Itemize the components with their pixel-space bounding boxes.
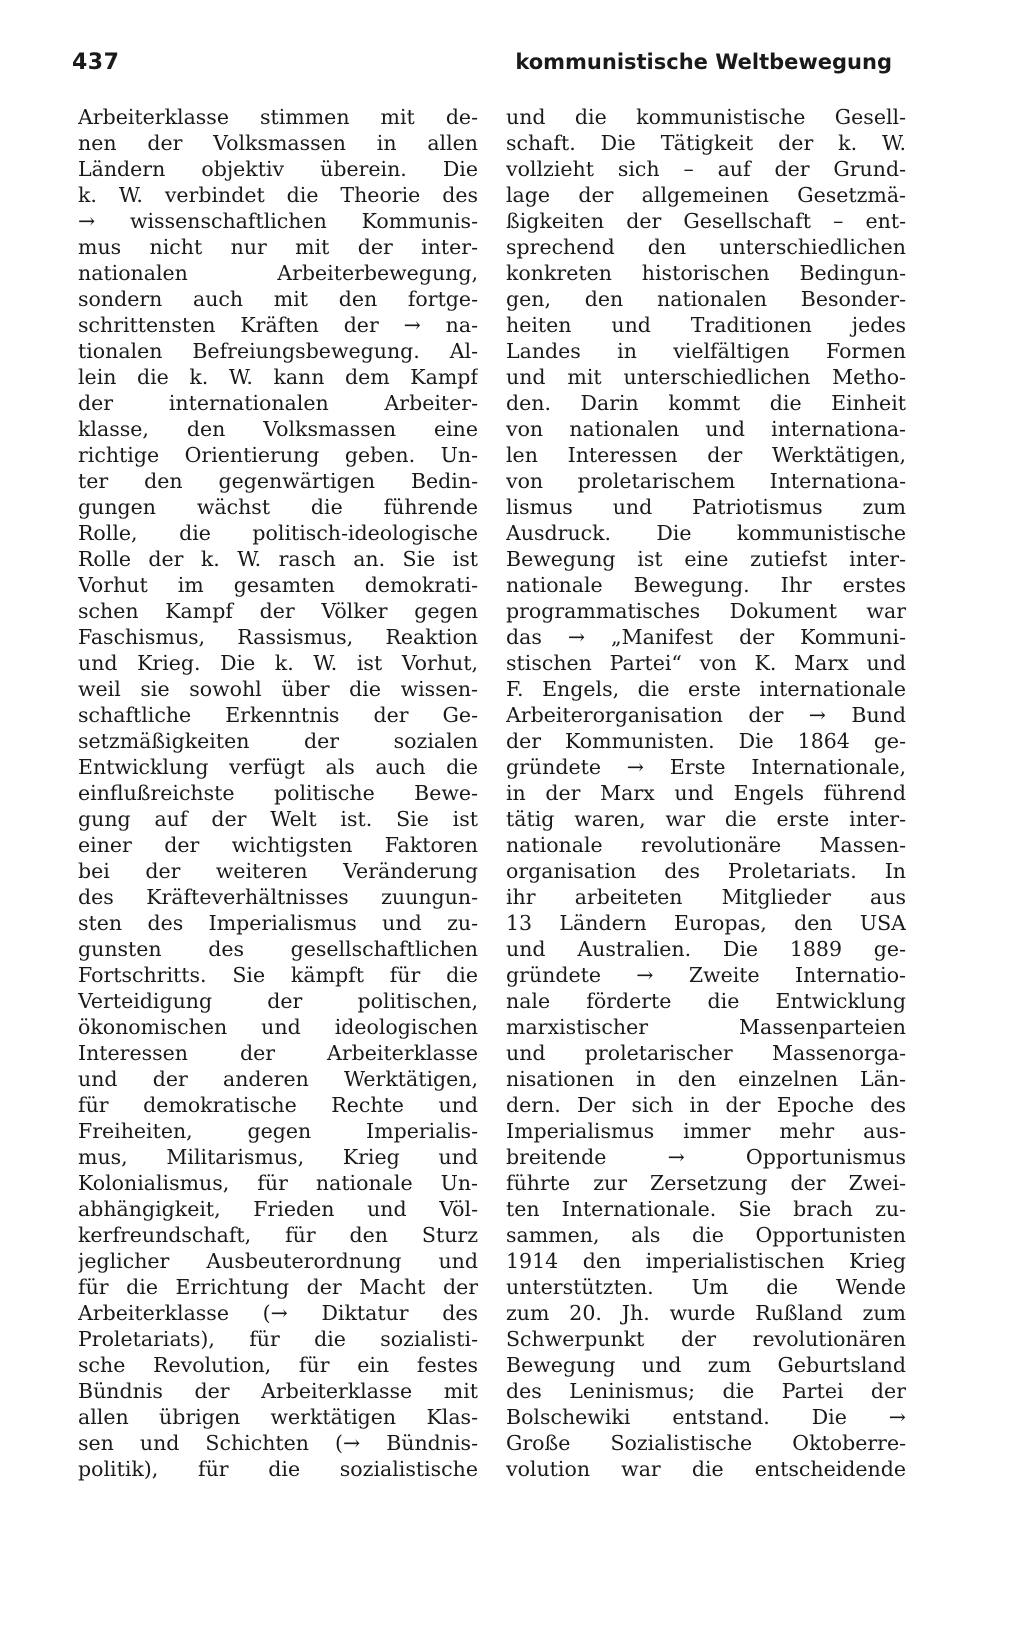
text-line: gung auf der Welt ist. Sie ist bbox=[78, 807, 478, 831]
left-text-column bbox=[78, 104, 478, 1482]
text-line: mus, Militarismus, Krieg und bbox=[78, 1145, 478, 1169]
text-line: F. Engels, die erste internationale bbox=[506, 677, 906, 701]
text-line: Faschismus, Rassismus, Reaktion bbox=[78, 625, 478, 649]
text-line: marxistischer Massenparteien bbox=[506, 1015, 906, 1039]
text-line: gründete → Zweite Internatio- bbox=[506, 963, 906, 987]
text-line: Imperialismus immer mehr aus- bbox=[506, 1119, 906, 1143]
text-line: von nationalen und internationa- bbox=[506, 417, 906, 441]
text-line: stischen Partei“ von K. Marx und bbox=[506, 651, 906, 675]
text-line: des Kräfteverhältnisses zuungun- bbox=[78, 885, 478, 909]
text-line: 1914 den imperialistischen Krieg bbox=[506, 1249, 906, 1273]
text-line: gungen wächst die führende bbox=[78, 495, 478, 519]
text-line: nale förderte die Entwicklung bbox=[506, 989, 906, 1013]
page-number: 437 bbox=[72, 50, 120, 75]
text-line: Bolschewiki entstand. Die → bbox=[506, 1405, 906, 1429]
text-line: Ländern objektiv überein. Die bbox=[78, 157, 478, 181]
text-line: Proletariats), für die sozialisti- bbox=[78, 1327, 478, 1351]
text-line: Arbeiterklasse stimmen mit de- bbox=[78, 105, 478, 129]
text-line: Bewegung ist eine zutiefst inter- bbox=[506, 547, 906, 571]
text-line: programmatisches Dokument war bbox=[506, 599, 906, 623]
text-line: organisation des Proletariats. In bbox=[506, 859, 906, 883]
text-line: sammen, als die Opportunisten bbox=[506, 1223, 906, 1247]
text-line: für demokratische Rechte und bbox=[78, 1093, 478, 1117]
text-line: sten des Imperialismus und zu- bbox=[78, 911, 478, 935]
text-line: schrittensten Kräften der → na- bbox=[78, 313, 478, 337]
text-line: schaft. Die Tätigkeit der k. W. bbox=[506, 131, 906, 155]
text-line: Kolonialismus, für nationale Un- bbox=[78, 1171, 478, 1195]
text-line: ihr arbeiteten Mitglieder aus bbox=[506, 885, 906, 909]
text-line: nationale Bewegung. Ihr erstes bbox=[506, 573, 906, 597]
text-line: Landes in vielfältigen Formen bbox=[506, 339, 906, 363]
text-line: der internationalen Arbeiter- bbox=[78, 391, 478, 415]
text-line: heiten und Traditionen jedes bbox=[506, 313, 906, 337]
text-line: abhängigkeit, Frieden und Völ- bbox=[78, 1197, 478, 1221]
text-line: führte zur Zersetzung der Zwei- bbox=[506, 1171, 906, 1195]
text-line: Rolle der k. W. rasch an. Sie ist bbox=[78, 547, 478, 571]
text-line: und Krieg. Die k. W. ist Vorhut, bbox=[78, 651, 478, 675]
text-line: gründete → Erste Internationale, bbox=[506, 755, 906, 779]
text-line: richtige Orientierung geben. Un- bbox=[78, 443, 478, 467]
text-line: Arbeiterklasse (→ Diktatur des bbox=[78, 1301, 478, 1325]
text-line: den. Darin kommt die Einheit bbox=[506, 391, 906, 415]
text-line: von proletarischem Internationa- bbox=[506, 469, 906, 493]
text-line: zum 20. Jh. wurde Rußland zum bbox=[506, 1301, 906, 1325]
text-line: mus nicht nur mit der inter- bbox=[78, 235, 478, 259]
text-line: nisationen in den einzelnen Län- bbox=[506, 1067, 906, 1091]
text-line: Entwicklung verfügt als auch die bbox=[78, 755, 478, 779]
text-line: Große Sozialistische Oktoberre- bbox=[506, 1431, 906, 1455]
text-line: k. W. verbindet die Theorie des bbox=[78, 183, 478, 207]
text-line: der Kommunisten. Die 1864 ge- bbox=[506, 729, 906, 753]
text-line: breitende → Opportunismus bbox=[506, 1145, 906, 1169]
text-line: vollzieht sich – auf der Grund- bbox=[506, 157, 906, 181]
text-line: für die Errichtung der Macht der bbox=[78, 1275, 478, 1299]
text-line: sondern auch mit den fortge- bbox=[78, 287, 478, 311]
text-line: Fortschritts. Sie kämpft für die bbox=[78, 963, 478, 987]
text-line: ßigkeiten der Gesellschaft – ent- bbox=[506, 209, 906, 233]
text-line: nationale revolutionäre Massen- bbox=[506, 833, 906, 857]
text-line: ökonomischen und ideologischen bbox=[78, 1015, 478, 1039]
text-line: klasse, den Volksmassen eine bbox=[78, 417, 478, 441]
text-line: Schwerpunkt der revolutionären bbox=[506, 1327, 906, 1351]
text-line: Ausdruck. Die kommunistische bbox=[506, 521, 906, 545]
text-line: und Australien. Die 1889 ge- bbox=[506, 937, 906, 961]
text-line: einer der wichtigsten Faktoren bbox=[78, 833, 478, 857]
text-line: und proletarischer Massenorga- bbox=[506, 1041, 906, 1065]
text-line: kerfreundschaft, für den Sturz bbox=[78, 1223, 478, 1247]
text-line: gen, den nationalen Besonder- bbox=[506, 287, 906, 311]
text-line: setzmäßigkeiten der sozialen bbox=[78, 729, 478, 753]
text-line: volution war die entscheidende bbox=[506, 1457, 906, 1481]
text-line: gunsten des gesellschaftlichen bbox=[78, 937, 478, 961]
text-line: lage der allgemeinen Gesetzmä- bbox=[506, 183, 906, 207]
text-line: → wissenschaftlichen Kommunis- bbox=[78, 209, 478, 233]
right-text-column bbox=[506, 104, 906, 1482]
text-line: allen übrigen werktätigen Klas- bbox=[78, 1405, 478, 1429]
text-line: des Leninismus; die Partei der bbox=[506, 1379, 906, 1403]
text-line: Interessen der Arbeiterklasse bbox=[78, 1041, 478, 1065]
text-line: Bewegung und zum Geburtsland bbox=[506, 1353, 906, 1377]
text-line: in der Marx und Engels führend bbox=[506, 781, 906, 805]
text-line: sche Revolution, für ein festes bbox=[78, 1353, 478, 1377]
text-line: ten Internationale. Sie brach zu- bbox=[506, 1197, 906, 1221]
text-line: Arbeiterorganisation der → Bund bbox=[506, 703, 906, 727]
text-line: sprechend den unterschiedlichen bbox=[506, 235, 906, 259]
text-line: Bündnis der Arbeiterklasse mit bbox=[78, 1379, 478, 1403]
text-line: len Interessen der Werktätigen, bbox=[506, 443, 906, 467]
text-line: jeglicher Ausbeuterordnung und bbox=[78, 1249, 478, 1273]
text-line: das → „Manifest der Kommuni- bbox=[506, 625, 906, 649]
text-line: tionalen Befreiungsbewegung. Al- bbox=[78, 339, 478, 363]
text-line: sen und Schichten (→ Bündnis- bbox=[78, 1431, 478, 1455]
text-line: nationalen Arbeiterbewegung, bbox=[78, 261, 478, 285]
text-line: lismus und Patriotismus zum bbox=[506, 495, 906, 519]
text-line: weil sie sowohl über die wissen- bbox=[78, 677, 478, 701]
running-head: kommunistische Weltbewegung bbox=[515, 50, 892, 74]
text-line: dern. Der sich in der Epoche des bbox=[506, 1093, 906, 1117]
text-line: und der anderen Werktätigen, bbox=[78, 1067, 478, 1091]
text-line: und die kommunistische Gesell- bbox=[506, 105, 906, 129]
text-line: Vorhut im gesamten demokrati- bbox=[78, 573, 478, 597]
text-line: politik), für die sozialistische bbox=[78, 1457, 478, 1481]
text-line: nen der Volksmassen in allen bbox=[78, 131, 478, 155]
text-line: schaftliche Erkenntnis der Ge- bbox=[78, 703, 478, 727]
text-line: tätig waren, war die erste inter- bbox=[506, 807, 906, 831]
text-line: ter den gegenwärtigen Bedin- bbox=[78, 469, 478, 493]
text-line: bei der weiteren Veränderung bbox=[78, 859, 478, 883]
text-line: unterstützten. Um die Wende bbox=[506, 1275, 906, 1299]
text-line: schen Kampf der Völker gegen bbox=[78, 599, 478, 623]
text-line: und mit unterschiedlichen Metho- bbox=[506, 365, 906, 389]
text-line: lein die k. W. kann dem Kampf bbox=[78, 365, 478, 389]
text-line: Freiheiten, gegen Imperialis- bbox=[78, 1119, 478, 1143]
text-line: Rolle, die politisch-ideologische bbox=[78, 521, 478, 545]
text-line: Verteidigung der politischen, bbox=[78, 989, 478, 1013]
text-line: 13 Ländern Europas, den USA bbox=[506, 911, 906, 935]
text-line: einflußreichste politische Bewe- bbox=[78, 781, 478, 805]
text-line: konkreten historischen Bedingun- bbox=[506, 261, 906, 285]
